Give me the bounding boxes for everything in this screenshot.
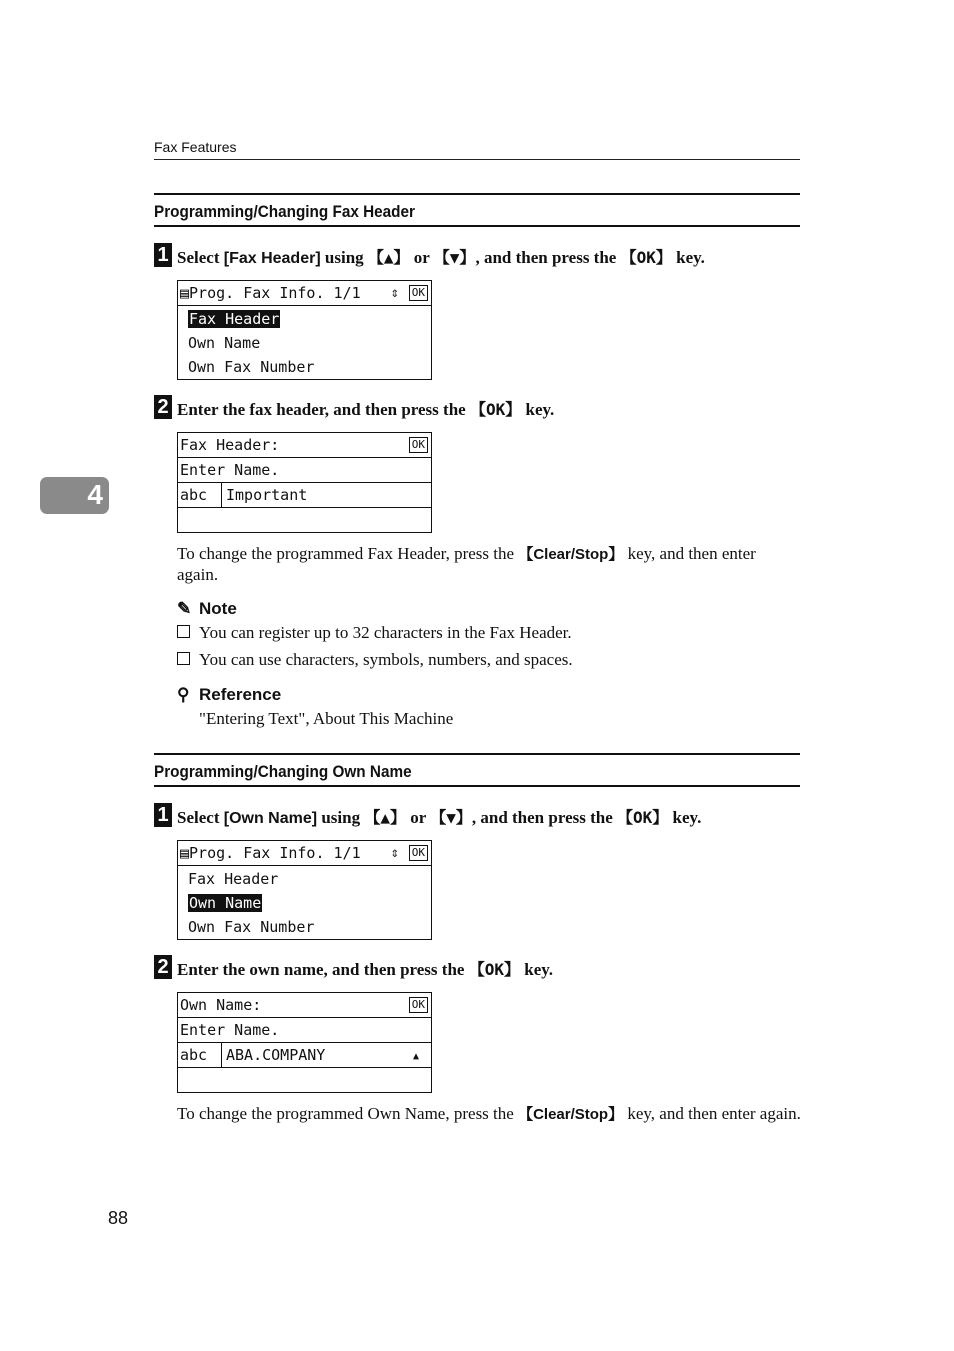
lcd-menu-item: Own Name (188, 334, 261, 352)
page-number: 88 (108, 1208, 129, 1228)
lcd-input-row (178, 1043, 431, 1068)
lcd-blank-row (178, 508, 431, 532)
lcd-entry-own-name (177, 992, 432, 1093)
input-mode: abc (180, 486, 208, 504)
scroll-arrows-icon: ⇕ (390, 285, 399, 301)
lcd-entry-fax-header (177, 432, 432, 533)
lcd-menu-item: Fax Header (188, 870, 279, 888)
scroll-arrows-icon: ⇕ (390, 845, 399, 861)
paragraph-clear-stop: To change the programmed Fax Header, press the 【Clear/Stop】 key, and then enter again. (177, 544, 756, 584)
lcd-header: Own Name: OK (178, 993, 431, 1018)
ok-key-icon: OK (409, 997, 428, 1013)
step-number: 2 (154, 955, 172, 979)
ok-key-icon: OK (409, 285, 428, 301)
lcd-menu-item: Fax Header (189, 310, 280, 328)
lcd-header: ▤Prog. Fax Info. 1/1 ⇕ OK (178, 841, 431, 866)
step-2-own-name (154, 955, 804, 981)
lcd-header: ▤Prog. Fax Info. 1/1 ⇕ OK (178, 281, 431, 306)
step-2-fax-header (154, 395, 804, 421)
lcd-menu-fax-header (177, 280, 432, 380)
chapter-number: 4 (87, 479, 103, 510)
header-rule (154, 159, 800, 160)
note-item: You can use characters, symbols, numbers, and spaces. (177, 650, 573, 670)
step-instruction: Select [Own Name] using 【▲】 or 【▼】, and then press the 【OK】 key. (177, 808, 702, 827)
reference-text: "Entering Text", About This Machine (199, 709, 454, 728)
lcd-header: Fax Header: OK (178, 433, 431, 458)
paragraph-clear-stop: To change the programmed Own Name, press the 【Clear/Stop】 key, and then enter again. (177, 1104, 801, 1123)
input-value: ABA.COMPANY (226, 1046, 326, 1064)
section-title-own-name: Programming/Changing Own Name (154, 753, 800, 787)
menu-icon: ▤ (180, 844, 190, 862)
checkbox-bullet-icon (177, 652, 190, 665)
lcd-input-row (178, 483, 431, 508)
ok-key-icon: OK (409, 845, 428, 861)
magnifier-icon: ⚲ (177, 685, 190, 704)
lcd-menu-item: Own Fax Number (188, 358, 315, 376)
step-number: 1 (154, 803, 172, 827)
menu-icon: ▤ (180, 284, 190, 302)
input-mode: abc (180, 1046, 208, 1064)
checkbox-bullet-icon (177, 625, 190, 638)
step-instruction: Enter the fax header, and then press the 【OK】 key. (177, 400, 555, 419)
step-number: 1 (154, 243, 172, 267)
note-item: You can register up to 32 characters in the Fax Header. (177, 623, 572, 643)
lcd-menu-item: Own Name (189, 894, 262, 912)
section-title-fax-header: Programming/Changing Fax Header (154, 193, 800, 227)
running-head: Fax Features (154, 139, 237, 155)
step-instruction: Select [Fax Header] using 【▲】 or 【▼】, and then press the 【OK】 key. (177, 248, 705, 267)
lcd-prompt: Enter Name. (178, 1018, 431, 1043)
step-1-own-name (154, 803, 804, 829)
pencil-icon: ✎ (177, 599, 192, 618)
lcd-menu-item: Own Fax Number (188, 918, 315, 936)
step-number: 2 (154, 395, 172, 419)
step-instruction: Enter the own name, and then press the 【OK】 key. (177, 960, 554, 979)
lcd-menu-own-name (177, 840, 432, 940)
ok-key-icon: OK (409, 437, 428, 453)
lcd-prompt: Enter Name. (178, 458, 431, 483)
step-1-fax-header (154, 243, 804, 269)
note-heading: ✎ Note (177, 599, 237, 618)
lcd-blank-row (178, 1068, 431, 1092)
reference-heading: ⚲ Reference (177, 685, 282, 704)
cursor-icon: ▲ (412, 1051, 419, 1062)
input-value: Important (226, 486, 308, 504)
chapter-tab (40, 477, 109, 514)
